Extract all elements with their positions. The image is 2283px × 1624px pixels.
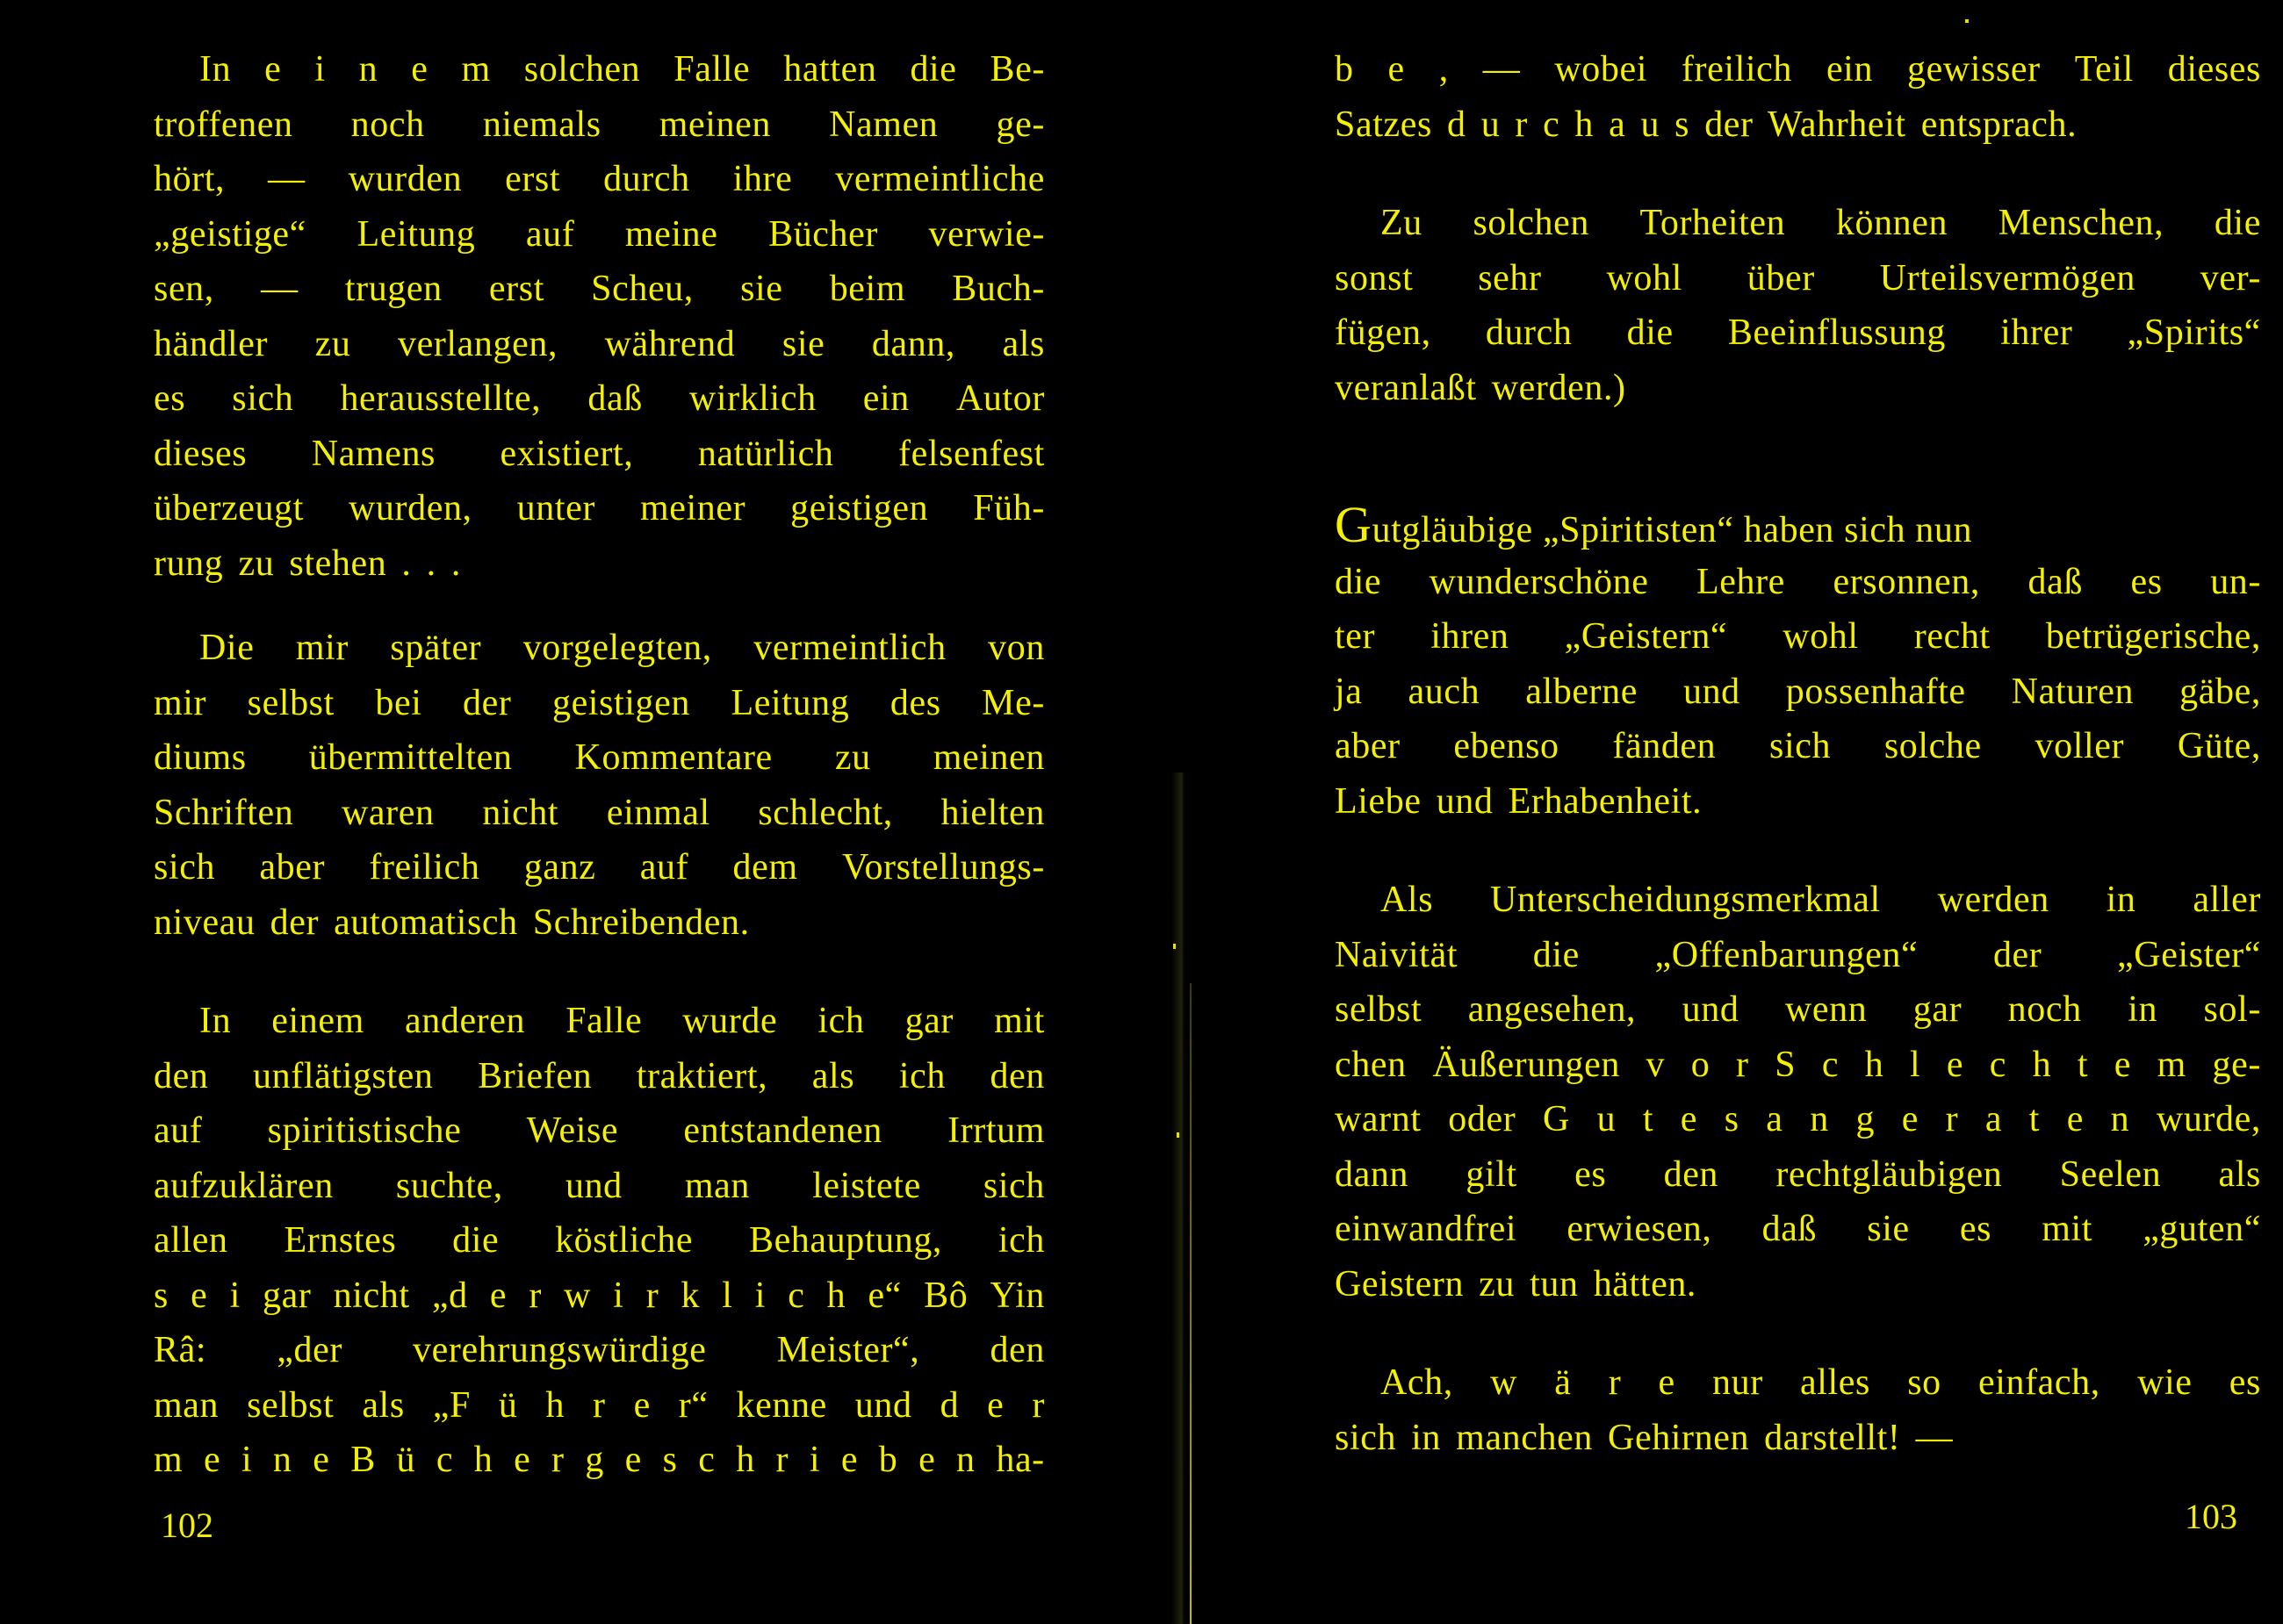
text-line bbox=[1335, 496, 2261, 555]
text-line: Naivität die „Offenbarungen“ der „Geister“ bbox=[1335, 934, 2261, 975]
text-line: die wunderschöne Lehre ersonnen, daß es un- bbox=[1335, 561, 2261, 602]
text-line: ja auch alberne und possenhafte Naturen gäbe, bbox=[1335, 671, 2261, 712]
text-line: Die mir später vorgelegten, vermeintlich von bbox=[199, 628, 1045, 668]
text-line-rest: utgläubige „Spiritisten“ haben sich nun bbox=[1372, 510, 1973, 550]
text-line: Geistern zu tun hätten. bbox=[1335, 1263, 1697, 1304]
text-line: dann gilt es den rechtgläubigen Seelen als bbox=[1335, 1153, 2261, 1195]
print-speck bbox=[1173, 944, 1176, 949]
text-line: einwandfrei erwiesen, daß sie es mit „guten“ bbox=[1335, 1209, 2261, 1249]
text-line: mir selbst bei der geistigen Leitung des Me- bbox=[154, 682, 1045, 723]
left-page-text bbox=[154, 42, 1045, 1488]
paragraph bbox=[1335, 196, 2261, 415]
text-line: In e i n e m solchen Falle hatten die Be- bbox=[199, 49, 1045, 90]
text-line: troffenen noch niemals meinen Namen ge- bbox=[154, 104, 1045, 145]
text-line: sen, — trugen erst Scheu, sie beim Buch- bbox=[154, 269, 1045, 309]
text-line: den unflätigsten Briefen traktiert, als ich den bbox=[154, 1055, 1045, 1096]
paragraph bbox=[1335, 1355, 2261, 1465]
text-line: m e i n e B ü c h e r g e s c h r i e b e n ha- bbox=[154, 1440, 1045, 1480]
text-line: man selbst als „F ü h r e r“ kenne und d e r bbox=[154, 1384, 1045, 1426]
paragraph bbox=[1335, 496, 2261, 829]
text-line: Ach, w ä r e nur alles so einfach, wie es bbox=[1380, 1362, 2261, 1403]
text-line: es sich herausstellte, daß wirklich ein Autor bbox=[154, 378, 1045, 419]
text-line: ter ihren „Geistern“ wohl recht betrügerische, bbox=[1335, 616, 2261, 657]
text-line: Schriften waren nicht einmal schlecht, hielten bbox=[154, 792, 1045, 833]
right-page-text bbox=[1335, 42, 2261, 1465]
text-line: Liebe und Erhabenheit. bbox=[1335, 780, 1703, 822]
text-line: In einem anderen Falle wurde ich gar mit bbox=[199, 1001, 1045, 1041]
text-line: sonst sehr wohl über Urteilsvermögen ver- bbox=[1335, 257, 2261, 298]
text-line: diums übermittelten Kommentare zu meinen bbox=[154, 737, 1045, 778]
text-line: Satzes d u r c h a u s der Wahrheit entsprach. bbox=[1335, 104, 2078, 145]
text-line: fügen, durch die Beeinflussung ihrer „Spirits“ bbox=[1335, 313, 2261, 353]
paragraph bbox=[154, 621, 1045, 950]
text-line: rung zu stehen . . . bbox=[154, 543, 461, 584]
text-line: Als Unterscheidungsmerkmal werden in aller bbox=[1380, 880, 2261, 920]
text-line: „geistige“ Leitung auf meine Bücher verwie- bbox=[154, 213, 1045, 255]
right-page bbox=[1177, 0, 2283, 1624]
text-line: niveau der automatisch Schreibenden. bbox=[154, 902, 750, 943]
text-line: überzeugt wurden, unter meiner geistigen Füh- bbox=[154, 488, 1045, 528]
text-line: s e i gar nicht „d e r w i r k l i c h e“ Bô Yin bbox=[154, 1275, 1045, 1316]
text-line: selbst angesehen, und wenn gar noch in sol- bbox=[1335, 989, 2261, 1030]
text-line: warnt oder G u t e s a n g e r a t e n wurde, bbox=[1335, 1099, 2261, 1139]
page-number: 102 bbox=[161, 1505, 213, 1545]
drop-cap: G bbox=[1335, 496, 1372, 553]
text-line: aber ebenso fänden sich solche voller Güte, bbox=[1335, 726, 2261, 766]
paragraph bbox=[154, 42, 1045, 591]
text-line: sich aber freilich ganz auf dem Vorstellungs- bbox=[154, 847, 1045, 887]
text-line: auf spiritistische Weise entstandenen Irrtum bbox=[154, 1110, 1045, 1151]
text-line: hört, — wurden erst durch ihre vermeintliche bbox=[154, 159, 1045, 199]
paragraph bbox=[154, 994, 1045, 1488]
text-line: sich in manchen Gehirnen darstellt! — bbox=[1335, 1417, 1954, 1458]
text-line: dieses Namens existiert, natürlich felsenfest bbox=[154, 433, 1045, 474]
text-line: Râ: „der verehrungswürdige Meister“, den bbox=[154, 1330, 1045, 1370]
page-number: 103 bbox=[2185, 1497, 2237, 1536]
text-line: veranlaßt werden.) bbox=[1335, 367, 1626, 408]
text-line: aufzuklären suchte, und man leistete sich bbox=[154, 1165, 1045, 1206]
text-line: chen Äußerungen v o r S c h l e c h t e m ge- bbox=[1335, 1044, 2261, 1085]
paragraph bbox=[1335, 42, 2261, 152]
paragraph bbox=[1335, 873, 2261, 1311]
text-line: b e , — wobei freilich ein gewisser Teil dieses bbox=[1335, 49, 2261, 90]
text-line: händler zu verlangen, während sie dann, als bbox=[154, 323, 1045, 364]
text-line: Zu solchen Torheiten können Menschen, die bbox=[1380, 203, 2261, 243]
text-line: allen Ernstes die köstliche Behauptung, ich bbox=[154, 1220, 1045, 1261]
